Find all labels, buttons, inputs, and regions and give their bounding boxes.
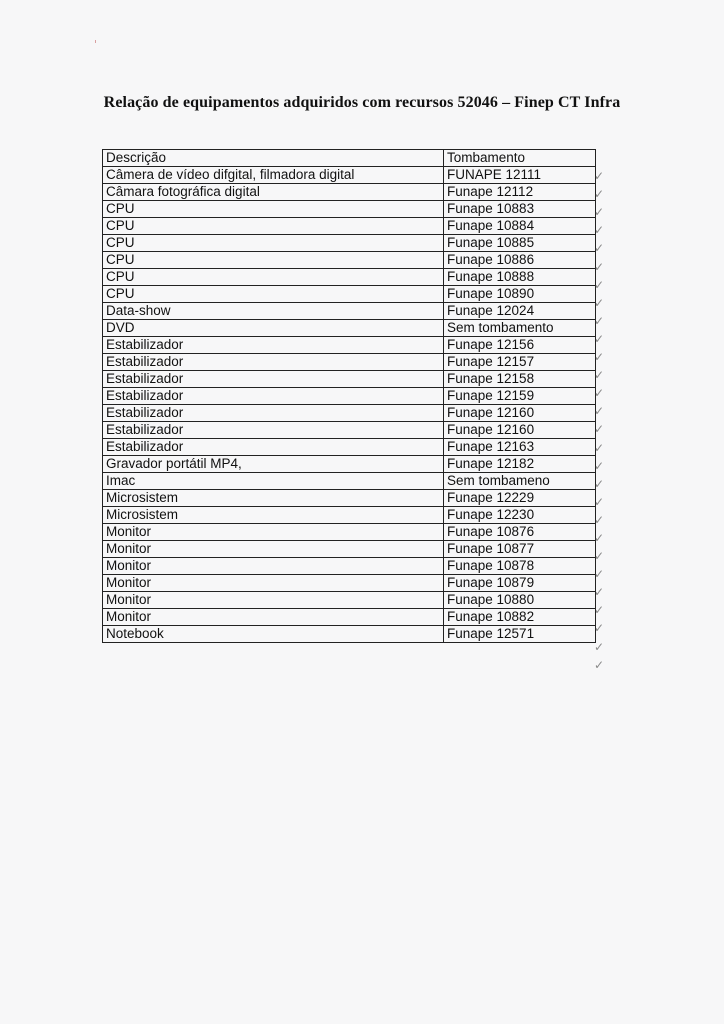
cell-tombamento: Funape 12163 [444,439,596,456]
header-descricao: Descrição [103,150,444,167]
handwritten-check-icon: ✓ [594,530,605,545]
cell-descricao: Câmara fotográfica digital [103,184,444,201]
cell-tombamento: Sem tombameno [444,473,596,490]
handwritten-check-icon: ✓ [594,350,605,365]
handwritten-check-icon: ✓ [594,657,605,672]
table-header-row [103,150,596,167]
cell-descricao: Notebook [103,626,444,643]
table-row [103,473,596,490]
header-tombamento: Tombamento [444,150,596,167]
table-row [103,592,596,609]
handwritten-check-icon: ✓ [594,313,605,328]
cell-tombamento: Funape 12024 [444,303,596,320]
cell-tombamento: Funape 10876 [444,524,596,541]
cell-tombamento: Funape 10877 [444,541,596,558]
cell-tombamento: Funape 10879 [444,575,596,592]
table-body [103,167,596,643]
cell-descricao: Monitor [103,609,444,626]
handwritten-check-icon: ✓ [594,422,605,437]
cell-descricao: CPU [103,269,444,286]
cell-tombamento: Funape 10890 [444,286,596,303]
cell-tombamento: Funape 12157 [444,354,596,371]
handwritten-check-icon: ✓ [594,295,605,310]
cell-descricao: Monitor [103,541,444,558]
cell-descricao: Monitor [103,524,444,541]
cell-descricao: CPU [103,218,444,235]
cell-tombamento: Funape 12158 [444,371,596,388]
handwritten-check-icon: ✓ [594,205,605,220]
cell-descricao: Estabilizador [103,354,444,371]
handwritten-check-icon: ✓ [594,476,605,491]
cell-tombamento: Funape 10884 [444,218,596,235]
handwritten-check-icon: ✓ [594,585,605,600]
table-row [103,439,596,456]
cell-descricao: Microsistem [103,507,444,524]
cell-tombamento: Funape 12160 [444,422,596,439]
handwritten-check-icon: ✓ [594,512,605,527]
cell-descricao: Câmera de vídeo difgital, filmadora digital [103,167,444,184]
table-row [103,303,596,320]
handwritten-check-icon: ✓ [594,223,605,238]
handwritten-check-icon: ✓ [594,567,605,582]
table-row [103,575,596,592]
cell-tombamento: Funape 10888 [444,269,596,286]
cell-descricao: Microsistem [103,490,444,507]
table-row [103,269,596,286]
page-title: Relação de equipamentos adquiridos com recursos 52046 – Finep CT Infra [103,94,621,111]
cell-descricao: Estabilizador [103,439,444,456]
table-row [103,405,596,422]
table-row [103,218,596,235]
table-row [103,371,596,388]
cell-descricao: CPU [103,286,444,303]
cell-tombamento: Funape 12159 [444,388,596,405]
table-row [103,184,596,201]
cell-descricao: CPU [103,252,444,269]
table-row [103,609,596,626]
cell-tombamento: Funape 12571 [444,626,596,643]
check-marks-column [590,149,630,674]
table-row [103,286,596,303]
handwritten-check-icon: ✓ [594,187,605,202]
table-row [103,388,596,405]
table-row [103,201,596,218]
handwritten-check-icon: ✓ [594,368,605,383]
cell-descricao: Imac [103,473,444,490]
table-row [103,558,596,575]
cell-descricao: Estabilizador [103,388,444,405]
cell-tombamento: Funape 12230 [444,507,596,524]
handwritten-check-icon: ✓ [594,259,605,274]
table-row [103,320,596,337]
cell-tombamento: Sem tombamento [444,320,596,337]
cell-tombamento: Funape 12160 [444,405,596,422]
handwritten-check-icon: ✓ [594,639,605,654]
table-row [103,456,596,473]
cell-tombamento: Funape 12182 [444,456,596,473]
handwritten-check-icon: ✓ [594,549,605,564]
cell-descricao: CPU [103,235,444,252]
table-row [103,541,596,558]
scan-speck [95,40,96,43]
cell-descricao: Estabilizador [103,405,444,422]
handwritten-check-icon: ✓ [594,241,605,256]
cell-descricao: Estabilizador [103,337,444,354]
cell-tombamento: Funape 12156 [444,337,596,354]
cell-tombamento: Funape 12229 [444,490,596,507]
table-row [103,235,596,252]
handwritten-check-icon: ✓ [594,603,605,618]
cell-descricao: Monitor [103,575,444,592]
handwritten-check-icon: ✓ [594,169,605,184]
table-row [103,422,596,439]
equipment-table [102,149,596,643]
cell-tombamento: Funape 10885 [444,235,596,252]
cell-descricao: Gravador portátil MP4, [103,456,444,473]
cell-tombamento: Funape 10878 [444,558,596,575]
handwritten-check-icon: ✓ [594,494,605,509]
cell-tombamento: Funape 12112 [444,184,596,201]
handwritten-check-icon: ✓ [594,404,605,419]
handwritten-check-icon: ✓ [594,386,605,401]
cell-tombamento: Funape 10880 [444,592,596,609]
cell-descricao: Estabilizador [103,371,444,388]
table-row [103,490,596,507]
cell-descricao: Monitor [103,592,444,609]
cell-descricao: Monitor [103,558,444,575]
cell-tombamento: FUNAPE 12111 [444,167,596,184]
cell-descricao: Estabilizador [103,422,444,439]
cell-tombamento: Funape 10882 [444,609,596,626]
cell-tombamento: Funape 10886 [444,252,596,269]
cell-descricao: Data-show [103,303,444,320]
handwritten-check-icon: ✓ [594,621,605,636]
cell-tombamento: Funape 10883 [444,201,596,218]
table-row [103,524,596,541]
handwritten-check-icon: ✓ [594,458,605,473]
handwritten-check-icon: ✓ [594,440,605,455]
table-row [103,337,596,354]
table-row [103,507,596,524]
table-row [103,167,596,184]
handwritten-check-icon: ✓ [594,277,605,292]
table-row [103,626,596,643]
table-row [103,354,596,371]
handwritten-check-icon: ✓ [594,331,605,346]
table-row [103,252,596,269]
cell-descricao: CPU [103,201,444,218]
cell-descricao: DVD [103,320,444,337]
check-spacer [590,149,630,167]
